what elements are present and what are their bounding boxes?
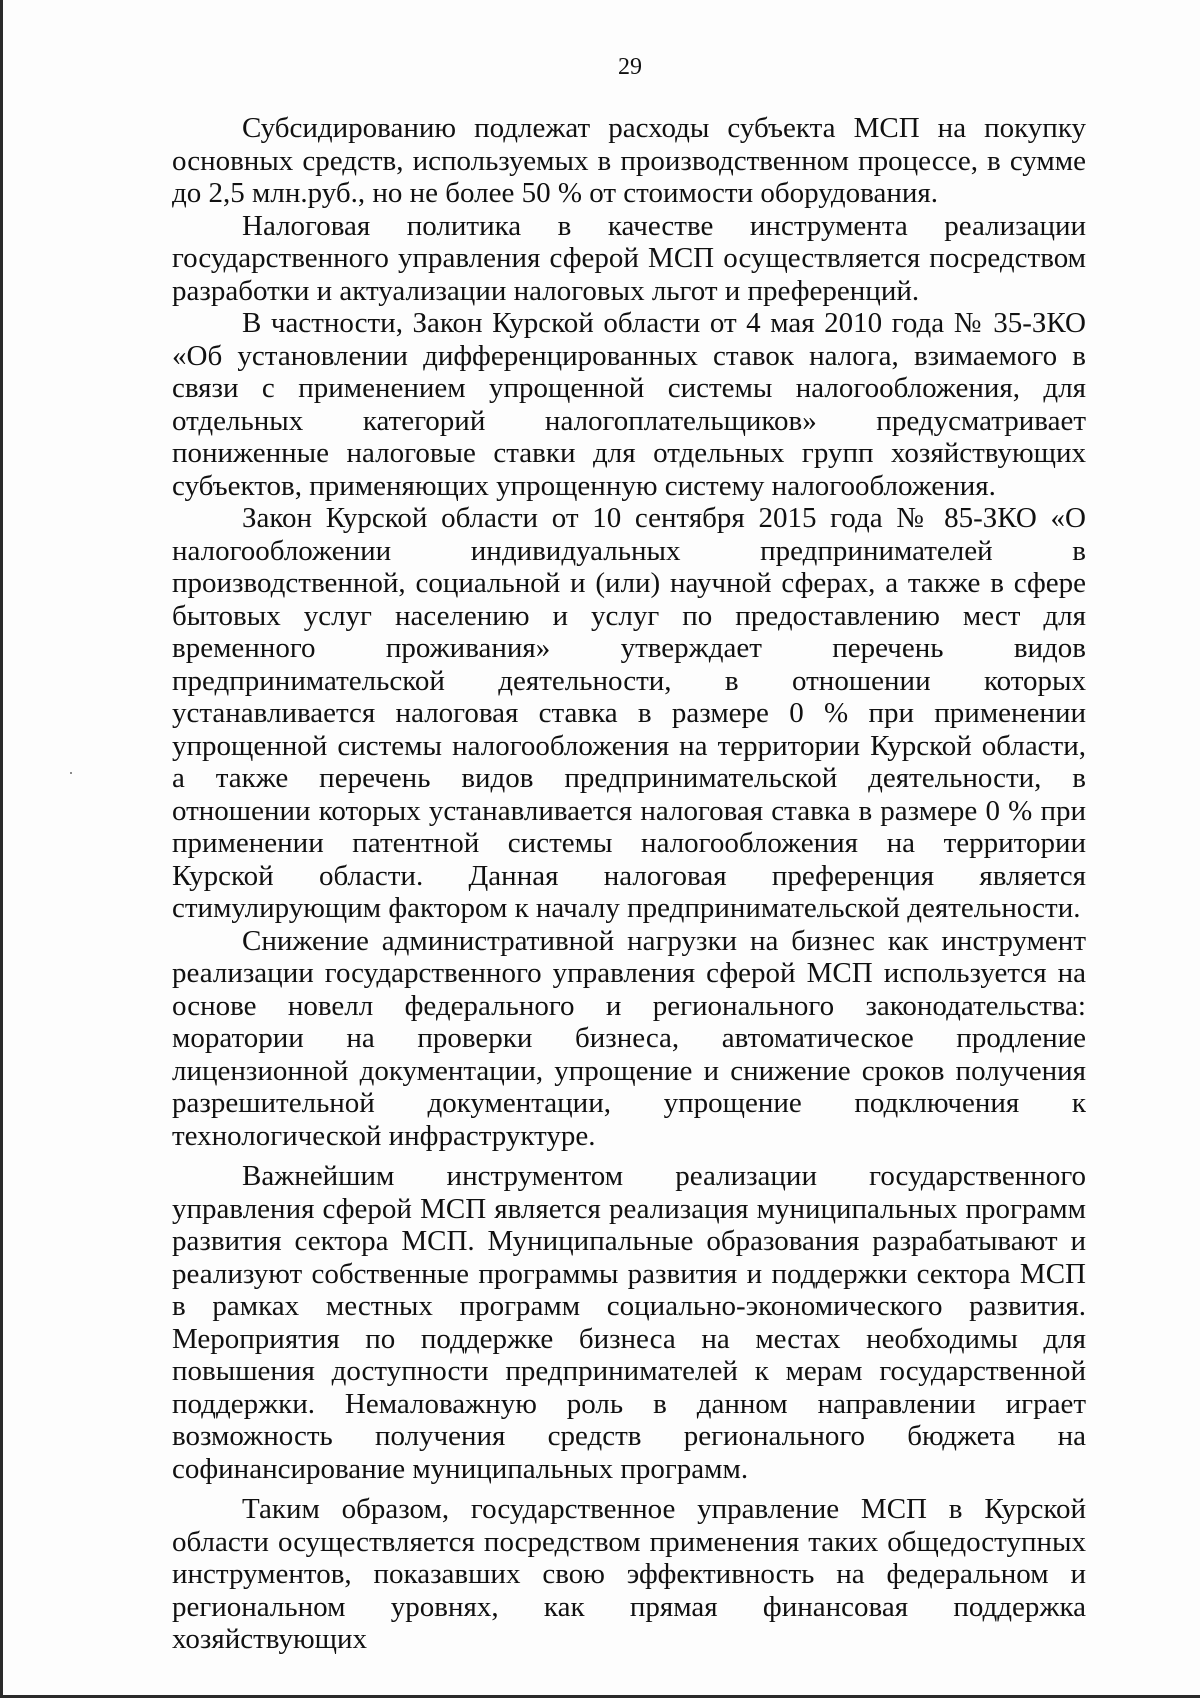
paragraph-municipal-programs: Важнейшим инструментом реализации государственного управления сферой МСП является реализация муниципальных программ развития сектора МСП. Муниципальные образования разрабатывают и реализуют собственные программы развития и поддержки сектора МСП в рамках местных программ социально-экономического развития. Мероприятия по поддержке бизнеса на местах необходимы для повышения доступности предпринимателей к мерам государственной поддержки. Немаловажную роль в данном направлении играет возможность получения средств регионального бюджета на софинансирование муниципальных программ. <box>172 1160 1086 1485</box>
body-text <box>172 112 1086 1656</box>
paragraph-subsidies: Субсидированию подлежат расходы субъекта МСП на покупку основных средств, используемых в производственном процессе, в сумме до 2,5 млн.руб., но не более 50 % от стоимости оборудования. <box>172 112 1086 209</box>
scan-edge-left <box>0 0 3 1698</box>
paragraph-law-35-zko: В частности, Закон Курской области от 4 мая 2010 года № 35-ЗКО «Об установлении дифференцированных ставок налога, взимаемого в связи с применением упрощенной системы налогообложения, для отдельных категорий налогоплательщиков» предусматривает пониженные налоговые ставки для отдельных групп хозяйствующих субъектов, применяющих упрощенную систему налогообложения. <box>172 307 1086 502</box>
paragraph-conclusion: Таким образом, государственное управление МСП в Курской области осуществляется посредством применения таких общедоступных инструментов, показавших свою эффективность на федеральном и региональном уровнях, как прямая финансовая поддержка хозяйствующих <box>172 1493 1086 1655</box>
page-number: 29 <box>618 54 642 80</box>
paragraph-law-85-zko: Закон Курской области от 10 сентября 2015 года № 85-ЗКО «О налогообложении индивидуальных предпринимателей в производственной, социальной и (или) научной сферах, а также в сфере бытовых услуг населению и услуг по предоставлению мест для временного проживания» утверждает перечень видов предпринимательской деятельности, в отношении которых устанавливается налоговая ставка в размере 0 % при применении упрощенной системы налогообложения на территории Курской области, а также перечень видов предпринимательской деятельности, в отношении которых устанавливается налоговая ставка в размере 0 % при применении патентной системы налогообложения на территории Курской области. Данная налоговая преференция является стимулирующим фактором к началу предпринимательской деятельности. <box>172 502 1086 924</box>
paragraph-administrative-burden: Снижение административной нагрузки на бизнес как инструмент реализации государственного управления сферой МСП используется на основе новелл федерального и регионального законодательства: моратории на проверки бизнеса, автоматическое продление лицензионной документации, упрощение и снижение сроков получения разрешительной документации, упрощение подключения к технологической инфраструктуре. <box>172 924 1086 1152</box>
paragraph-tax-policy: Налоговая политика в качестве инструмента реализации государственного управления сферой МСП осуществляется посредством разработки и актуализации налоговых льгот и преференций. <box>172 209 1086 307</box>
scan-speck <box>70 772 72 774</box>
